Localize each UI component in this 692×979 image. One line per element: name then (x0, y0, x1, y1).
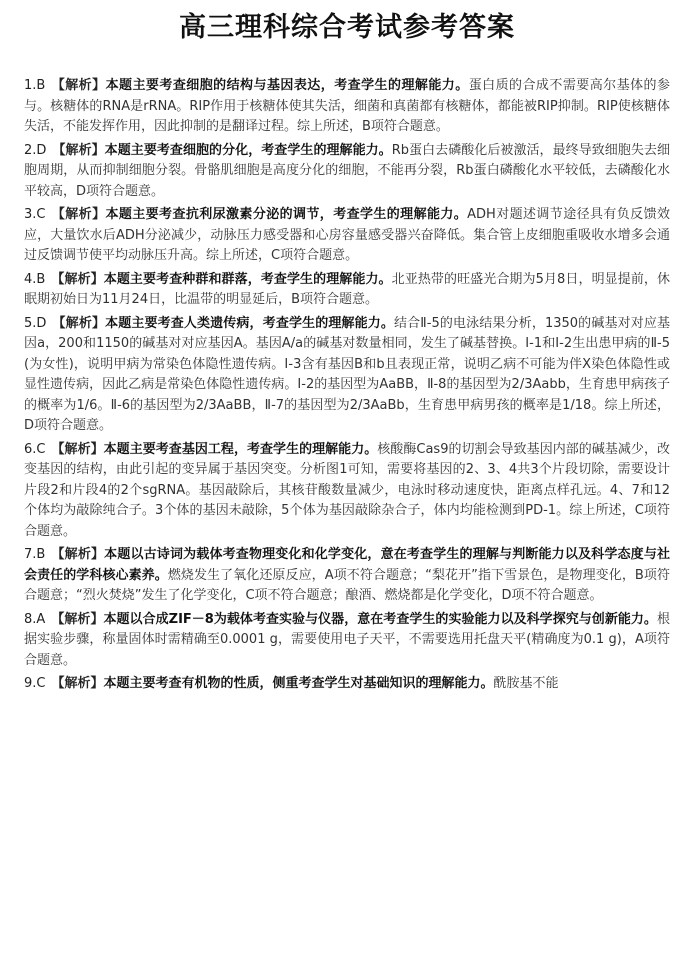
answer-item-4 (24, 270, 670, 311)
item-answer: B (36, 547, 46, 562)
item-answer: C (36, 207, 46, 222)
answer-item-3 (24, 205, 670, 267)
analysis-tag: 【解析】 (51, 207, 106, 222)
answer-item-1 (24, 76, 670, 138)
item-number: 3. (24, 207, 37, 222)
item-text: 酰胺基不能 (493, 676, 559, 691)
item-number: 6. (24, 441, 37, 457)
answer-list (24, 76, 670, 695)
item-summary: 本题主要考查基因工程，考查学生的理解能力。 (103, 441, 378, 457)
page-title: 高三理科综合考试参考答案 (179, 12, 515, 43)
item-number: 9. (24, 676, 37, 691)
item-text: 燃烧发生了氧化还原反应，A项不符合题意；“梨花开”指下雪景色，是物理变化，B项符合题意；“烈火焚烧”发生了化学变化，C项不符合题意；酿酒、燃烧都是化学变化，D项不符合题意。 (24, 567, 670, 603)
item-answer: C (36, 441, 46, 457)
item-answer: D (36, 315, 47, 331)
analysis-tag: 【解析】 (51, 611, 104, 627)
item-summary: 本题主要考查细胞的分化，考查学生的理解能力。 (104, 142, 392, 158)
item-answer: D (36, 142, 47, 158)
item-text: 结合Ⅱ-5的电泳结果分析，1350的碱基对对应基因a，200和1150的碱基对对应基因A。基因A/a的碱基对数量相同，发生了碱基替换。Ⅰ-1和Ⅰ-2生出患甲病的Ⅱ-5(为女性)，说明甲病为常染色体隐性遗传病。Ⅰ-3含有基因B和b且表现正常，说明乙病不可能为伴X染色体隐性或显性遗传病，因此乙病是常染色体隐性遗传病。Ⅰ-2的基因型为AaBB，Ⅱ-8的基因型为2/3Aabb，生育患甲病孩子的概率为1/6。Ⅱ-6的基因型为2/3AaBB，Ⅱ-7的基因型为2/3AaBb，生育患甲病男孩的概率是1/18。综上所述，D项符合题意。 (24, 315, 670, 433)
item-summary: 本题以合成ZIF－8为载体考查实验与仪器，意在考查学生的实验能力以及科学探究与创新能力。 (103, 611, 657, 627)
item-summary: 本题主要考查有机物的性质，侧重考查学生对基础知识的理解能力。 (103, 676, 494, 691)
item-summary: 本题主要考查细胞的结构与基因表达，考查学生的理解能力。 (105, 78, 469, 93)
item-answer: B (36, 271, 46, 287)
item-number: 1. (24, 78, 37, 93)
item-answer: B (36, 78, 46, 93)
item-number: 8. (24, 611, 37, 627)
analysis-tag: 【解析】 (51, 547, 105, 562)
item-summary: 本题以古诗词为载体考查物理变化和化学变化，意在考查学生的理解与判断能力以及科学态度与社会责任的学科核心素养。 (24, 547, 670, 583)
item-answer: A (36, 611, 46, 627)
answer-item-7 (24, 545, 670, 607)
item-answer: C (36, 676, 46, 691)
analysis-tag: 【解析】 (52, 142, 105, 158)
answer-item-2 (24, 141, 670, 203)
item-number: 7. (24, 547, 37, 562)
analysis-tag: 【解析】 (51, 271, 104, 287)
item-number: 2. (24, 142, 37, 158)
item-summary: 本题主要考查抗利尿激素分泌的调节，考查学生的理解能力。 (105, 207, 468, 222)
item-summary: 本题主要考查种群和群落，考查学生的理解能力。 (103, 271, 392, 287)
item-summary: 本题主要考查人类遗传病，考查学生的理解能力。 (105, 315, 395, 331)
analysis-tag: 【解析】 (51, 78, 106, 93)
answer-item-8 (24, 610, 670, 672)
answer-item-6 (24, 440, 670, 543)
item-text: 蛋白质的合成不需要高尔基体的参与。核糖体的RNA是rRNA。RIP作用于核糖体使其失活，细菌和真菌都有核糖体，都能被RIP抑制。RIP使核糖体失活，不能发挥作用，因此抑制的是翻译过程。综上所述，B项符合题意。 (24, 78, 670, 134)
answer-item-9 (24, 674, 670, 695)
analysis-tag: 【解析】 (51, 441, 104, 457)
analysis-tag: 【解析】 (51, 676, 104, 691)
item-text: 根据实验步骤，称量固体时需精确至0.0001 g，需要使用电子天平，不需要选用托盘天平(精确度为0.1 g)，A项符合题意。 (24, 611, 670, 668)
item-text: 核酸酶Cas9的切割会导致基因内部的碱基减少，改变基因的结构，由此引起的变异属于基因突变。分析图1可知，需要将基因的2、3、4共3个片段切除，需要设计片段2和片段4的2个sgRNA。基因敲除后，其核苷酸数量减少，电泳时移动速度快，距离点样孔远。4、7和12个体均为敲除纯合子。3个体的基因未敲除，5个体为基因敲除杂合子，体内均能检测到PD-1。综上所述，C项符合题意。 (24, 441, 670, 539)
answer-item-5 (24, 314, 670, 437)
item-text: Rb蛋白去磷酸化后被激活，最终导致细胞失去细胞周期，从而抑制细胞分裂。骨骼肌细胞是高度分化的细胞，不能再分裂，Rb蛋白磷酸化水平较低，去磷酸化水平较高，D项符合题意。 (24, 142, 670, 199)
item-text: ADH对题述调节途径具有负反馈效应，大量饮水后ADH分泌减少，动脉压力感受器和心房容量感受器兴奋降低。集合管上皮细胞重吸收水增多会通过反馈调节使平均动脉压升高。综上所述，C项符合题意。 (24, 207, 670, 263)
item-number: 4. (24, 271, 37, 287)
item-text: 北亚热带的旺盛光合期为5月8日，明显提前，休眠期初始日为11月24日，比温带的明显延后，B项符合题意。 (24, 271, 670, 307)
analysis-tag: 【解析】 (52, 315, 106, 331)
item-number: 5. (24, 315, 37, 331)
